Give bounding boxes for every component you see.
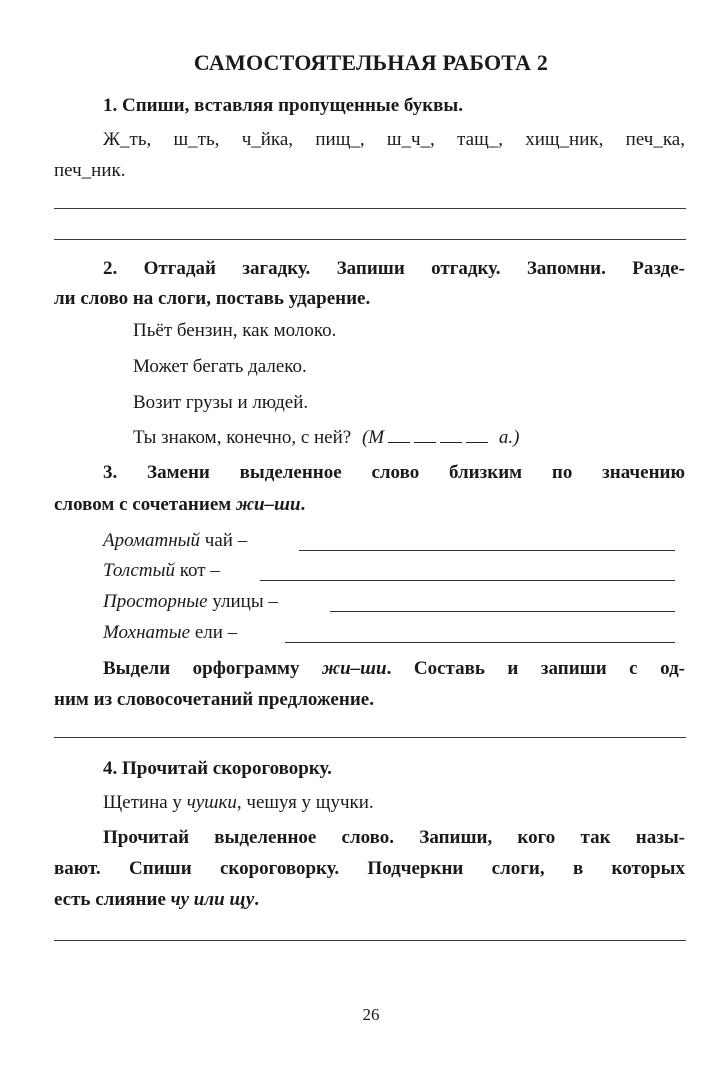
task-4-sub-line-1: Прочитай выделенное слово. Запиши, кого так назы- bbox=[103, 827, 685, 848]
answer-blank bbox=[466, 427, 488, 443]
answer-line bbox=[54, 737, 686, 738]
sub-text-end: . Составь и запиши с од- bbox=[386, 658, 686, 679]
sub-highlight: щу bbox=[229, 889, 255, 910]
sub-highlight: чу bbox=[170, 889, 190, 910]
tongue-twister bbox=[103, 792, 374, 814]
riddle-answer-open: (М bbox=[361, 427, 385, 448]
sub-text: Выдели орфограмму bbox=[103, 658, 300, 679]
task-2-heading-line-1: 2. Отгадай загадку. Запиши отгадку. Запомни. Разде- bbox=[103, 258, 685, 279]
phrase-item bbox=[103, 560, 220, 582]
riddle-line: Пьёт бензин, как молоко. bbox=[133, 320, 337, 341]
task-3-heading-end: . bbox=[300, 494, 306, 515]
task-3-heading-text: словом с сочетанием bbox=[54, 494, 232, 515]
highlighted-word: Просторные bbox=[103, 591, 208, 612]
sub-text-end: . bbox=[254, 889, 260, 910]
task-3-sub-line-1 bbox=[103, 658, 685, 680]
sub-text: есть слияние bbox=[54, 889, 171, 910]
fill-in-line bbox=[285, 642, 675, 643]
task-2-heading-line-2: ли слово на слоги, поставь ударение. bbox=[54, 288, 371, 309]
task-3-heading-line-2 bbox=[54, 494, 305, 516]
task-3-sub-line-2: ним из словосочетаний предложение. bbox=[54, 689, 374, 710]
phrase-rest: чай – bbox=[200, 530, 248, 551]
task-4-sub-line-2: вают. Спиши скороговорку. Подчеркни слоги, в которых bbox=[54, 858, 685, 879]
tongue-text: Щетина у bbox=[103, 792, 187, 813]
page-title: САМОСТОЯТЕЛЬНАЯ РАБОТА 2 bbox=[193, 50, 549, 75]
fill-in-line bbox=[299, 550, 675, 551]
phrase-item bbox=[103, 591, 278, 613]
tongue-text-end: , чешуя у щучки. bbox=[236, 792, 374, 813]
sub-connector: или bbox=[189, 889, 230, 910]
answer-blank bbox=[414, 427, 436, 443]
task-4-sub-line-3 bbox=[54, 889, 259, 911]
phrase-rest: улицы – bbox=[207, 591, 278, 612]
answer-blank bbox=[388, 427, 410, 443]
answer-blank bbox=[440, 427, 462, 443]
phrase-item bbox=[103, 530, 247, 552]
answer-line bbox=[54, 239, 686, 240]
highlighted-word: Ароматный bbox=[103, 530, 201, 551]
task-3-heading-highlight: жи–ши bbox=[235, 494, 301, 515]
riddle-answer-close: а.) bbox=[498, 427, 520, 448]
page-number: 26 bbox=[362, 1005, 380, 1024]
fill-in-line bbox=[330, 611, 675, 612]
highlighted-word: Толстый bbox=[103, 560, 175, 581]
answer-line bbox=[54, 208, 686, 209]
answer-line bbox=[54, 940, 686, 941]
phrase-rest: кот – bbox=[174, 560, 220, 581]
task-1-heading: 1. Спиши, вставляя пропущенные буквы. bbox=[103, 95, 463, 116]
fill-in-line bbox=[260, 580, 675, 581]
highlighted-word: Мохнатые bbox=[103, 622, 191, 643]
riddle-last-line bbox=[133, 427, 519, 449]
riddle-line: Может бегать далеко. bbox=[133, 356, 307, 377]
phrase-rest: ели – bbox=[190, 622, 238, 643]
task-1-words-line-1: Ж_ть, ш_ть, ч_йка, пищ_, ш_ч_, тащ_, хищ_ник, печ_ка, bbox=[103, 129, 685, 150]
task-4-heading: 4. Прочитай скороговорку. bbox=[103, 758, 332, 779]
sub-highlight: жи–ши bbox=[322, 658, 387, 679]
phrase-item bbox=[103, 622, 237, 644]
riddle-question: Ты знаком, конечно, с ней? bbox=[133, 427, 352, 448]
task-1-words-line-2: печ_ник. bbox=[54, 160, 126, 181]
highlighted-word: чушки bbox=[186, 792, 237, 813]
task-3-heading-line-1: 3. Замени выделенное слово близким по значению bbox=[103, 462, 685, 483]
riddle-line: Возит грузы и людей. bbox=[133, 392, 309, 413]
